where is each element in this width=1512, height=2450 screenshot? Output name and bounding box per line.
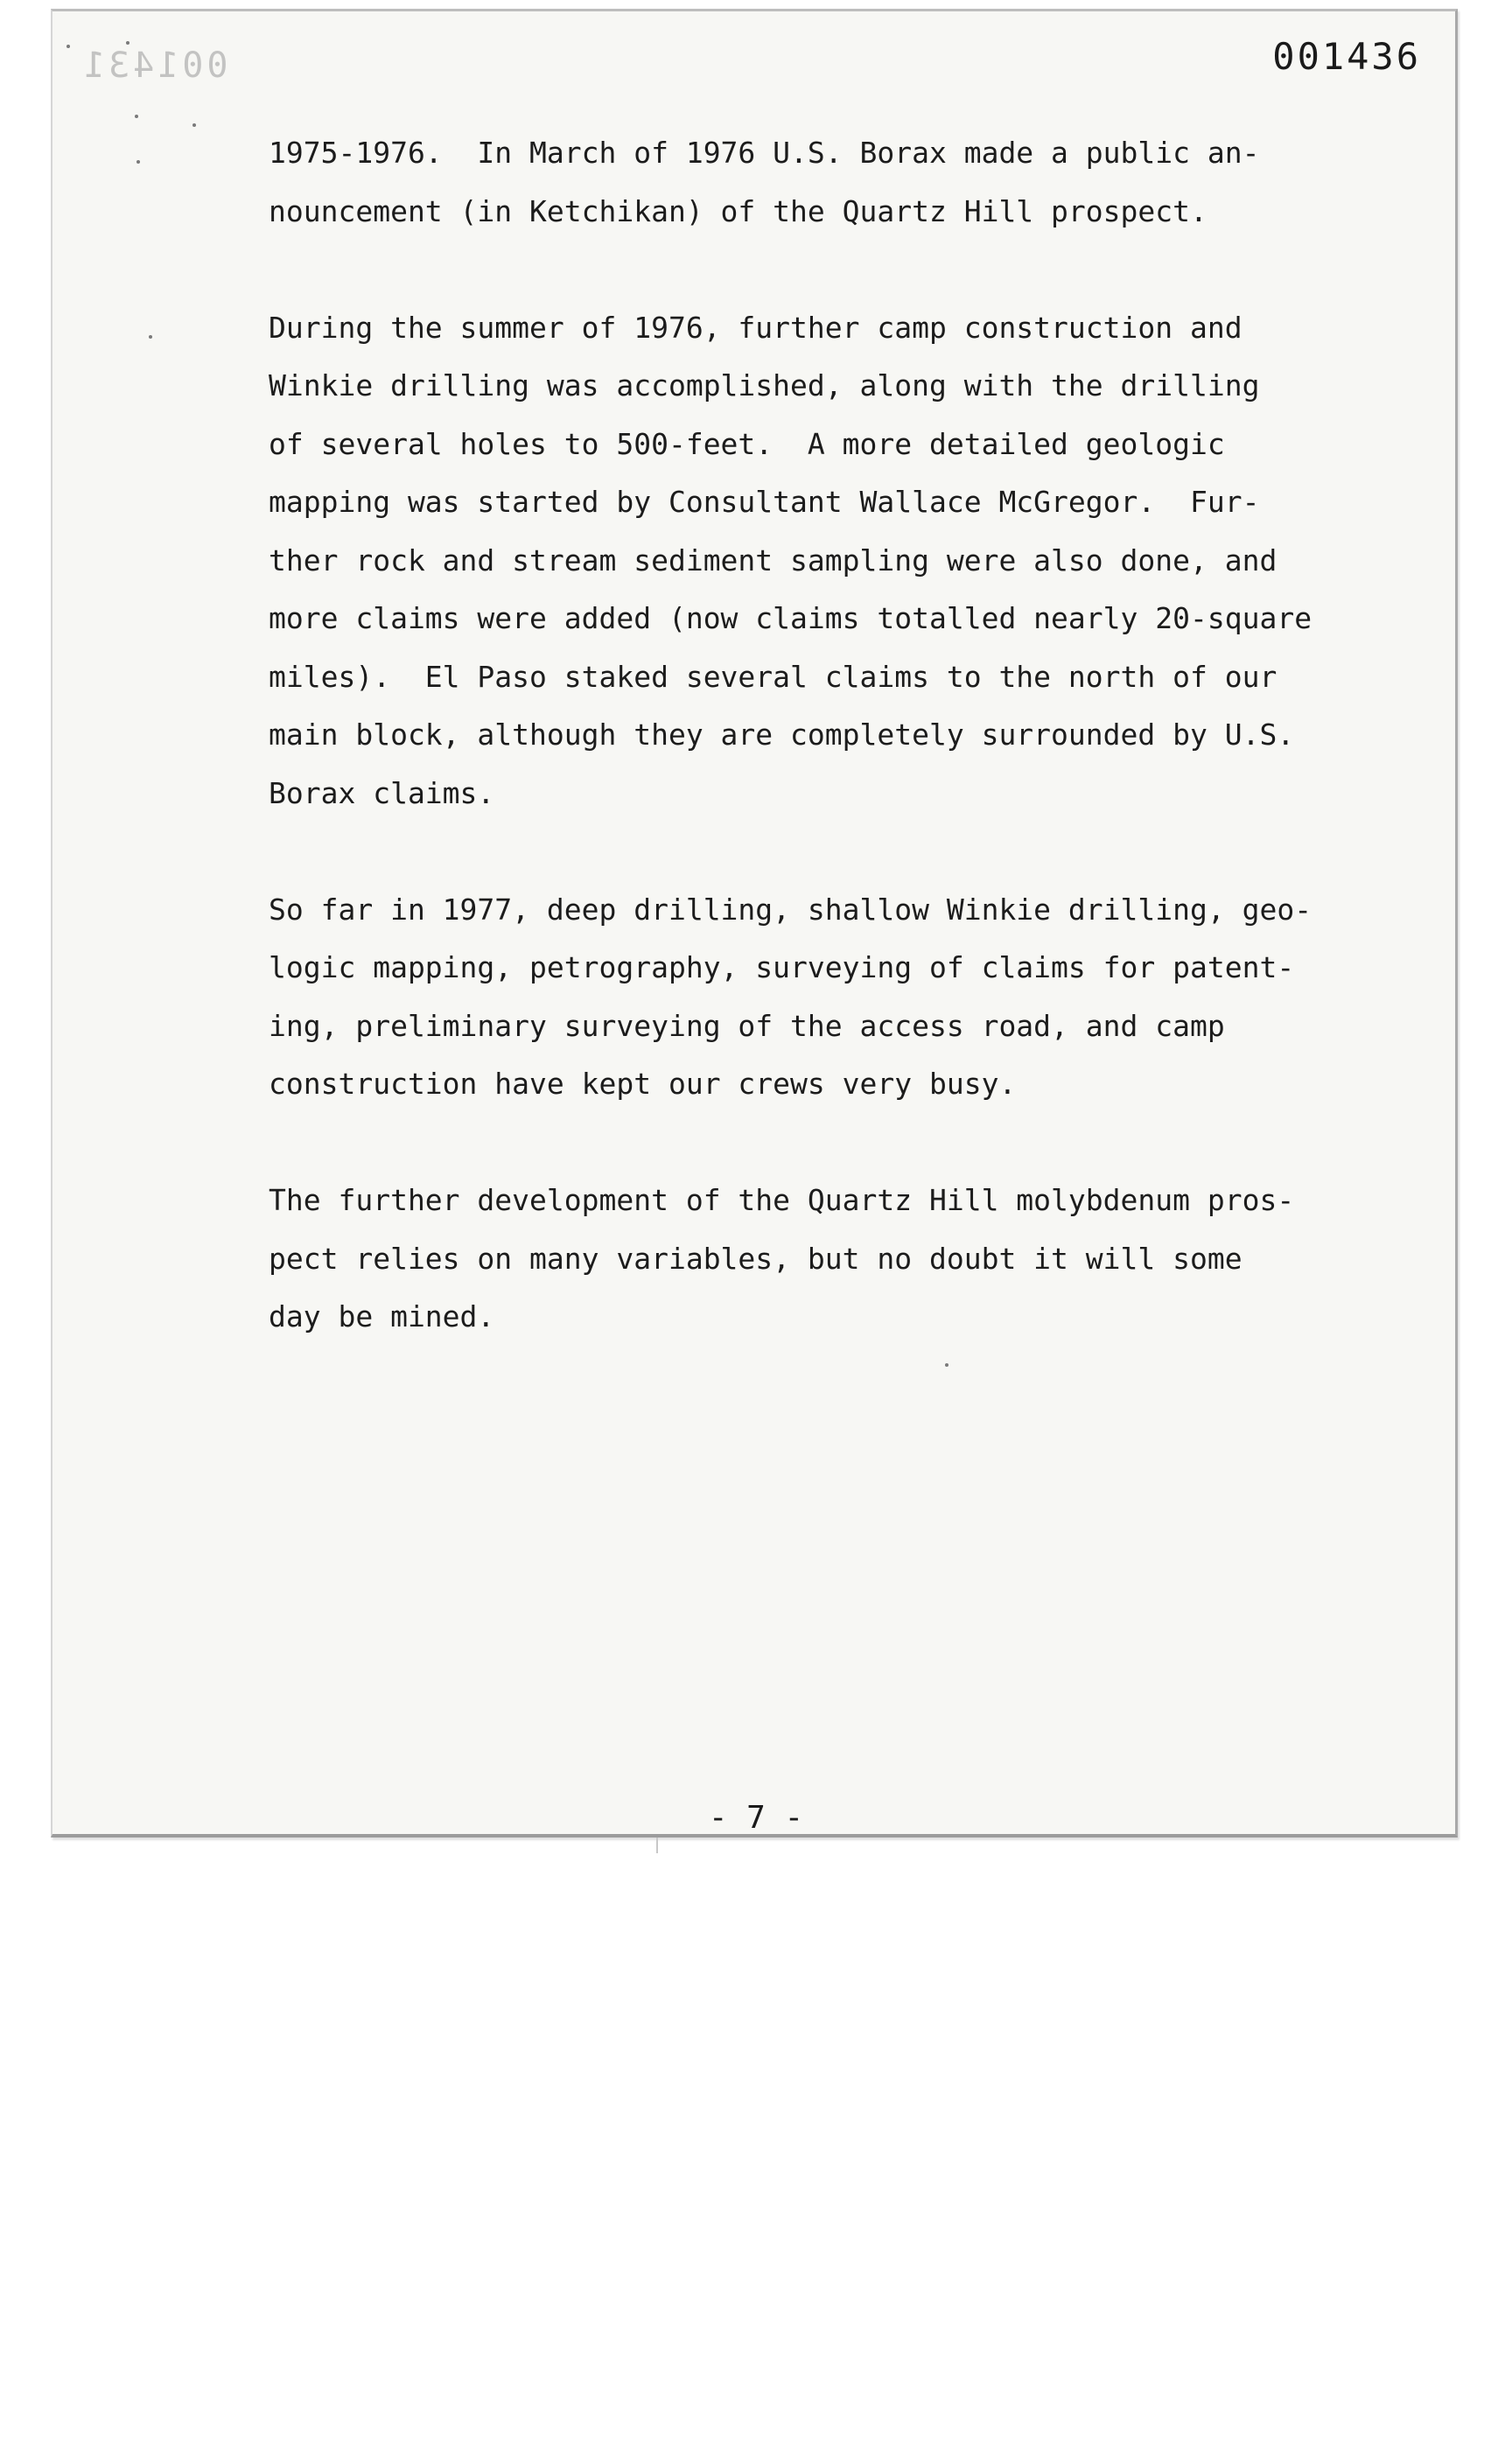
text-line: main block, although they are completely surrounded by U.S. <box>269 718 1295 752</box>
text-line: The further development of the Quartz Hill molybdenum pros- <box>269 1183 1295 1217</box>
scan-speck <box>149 335 152 339</box>
text-line: ther rock and stream sediment sampling were also done, and <box>269 542 1278 578</box>
text-line: Winkie drilling was accomplished, along with the drilling <box>269 368 1260 402</box>
text-line: ing, preliminary surveying of the access road, and camp <box>269 1008 1225 1043</box>
text-line: of several holes to 500-feet. A more detailed geologic <box>269 426 1225 461</box>
paragraph <box>269 124 1371 241</box>
body-text <box>269 124 1371 1404</box>
scan-speck <box>192 123 196 127</box>
paragraph <box>269 299 1371 823</box>
text-line: construction have kept our crews very busy. <box>269 1067 1017 1101</box>
document-number: 001436 <box>1272 35 1421 78</box>
text-line: So far in 1977, deep drilling, shallow Winkie drilling, geo- <box>269 892 1312 927</box>
scan-speck <box>135 115 138 118</box>
scan-speck <box>66 45 70 48</box>
scan-speck <box>126 41 130 45</box>
text-line: logic mapping, petrography, surveying of claims for patent- <box>269 950 1295 984</box>
text-line: 1975-1976. In March of 1976 U.S. Borax made a public an- <box>269 136 1260 170</box>
text-line: day be mined. <box>269 1299 495 1334</box>
scan-artifact-line <box>656 1838 658 1853</box>
text-line: more claims were added (now claims totalled nearly 20-square <box>269 601 1312 635</box>
paragraph <box>269 1172 1371 1347</box>
scan-speck <box>136 160 140 164</box>
text-line: pect relies on many variables, but no doubt it will some <box>269 1241 1242 1276</box>
text-line: nouncement (in Ketchikan) of the Quartz Hill prospect. <box>269 193 1208 228</box>
paragraph <box>269 881 1371 1114</box>
text-line: miles). El Paso staked several claims to the north of our <box>269 659 1278 694</box>
bleed-through-document-number: 001431 <box>80 46 228 86</box>
text-line: During the summer of 1976, further camp construction and <box>269 310 1242 345</box>
page-number: - 7 - <box>708 1800 804 1836</box>
text-line: Borax claims. <box>269 775 495 810</box>
text-line: mapping was started by Consultant Wallace McGregor. Fur- <box>269 485 1260 519</box>
